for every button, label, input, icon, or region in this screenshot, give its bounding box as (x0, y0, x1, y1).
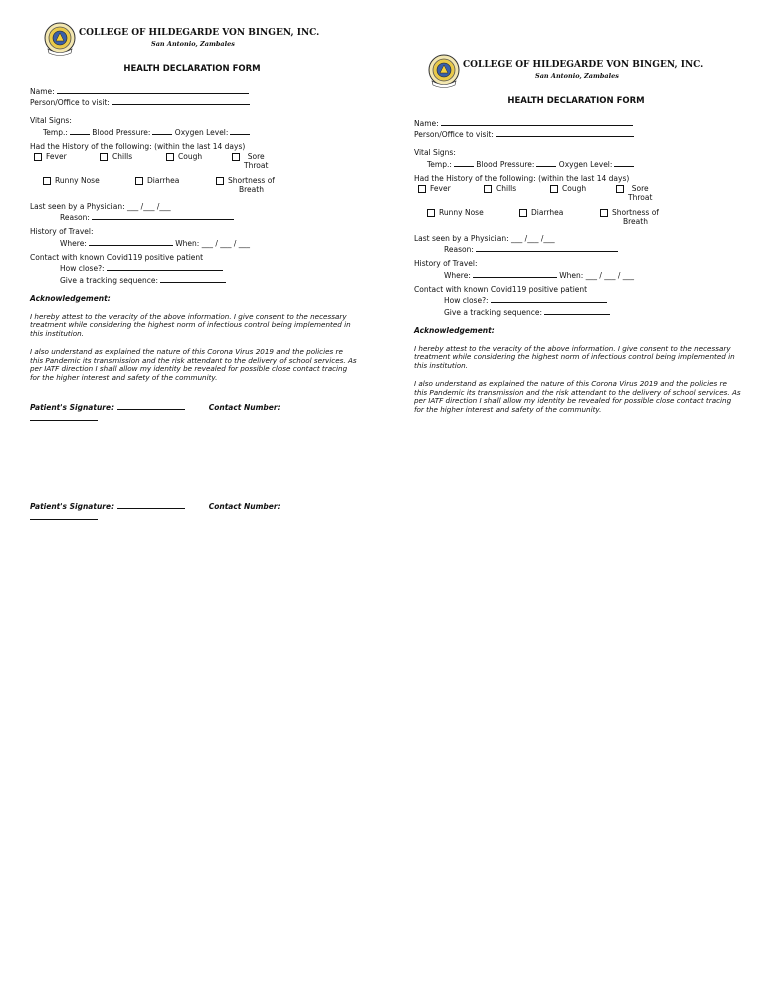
sore-throat-option[interactable]: Sore Throat (616, 184, 652, 203)
temp-blank[interactable] (454, 158, 474, 167)
sore-throat-checkbox[interactable] (616, 185, 624, 193)
college-name: COLLEGE OF HILDEGARDE VON BINGEN, INC. (79, 28, 320, 38)
when-label: When: (175, 238, 200, 248)
when-blank[interactable]: ___ / ___ / ___ (201, 238, 251, 248)
diarrhea-checkbox[interactable] (519, 209, 527, 217)
oxygen-blank[interactable] (614, 158, 634, 167)
diarrhea-option[interactable]: Diarrhea (519, 208, 563, 217)
diarrhea-checkbox[interactable] (135, 177, 143, 185)
physician-label: Last seen by a Physician: (30, 201, 125, 211)
reason-blank[interactable] (92, 211, 234, 220)
oxygen-label: Oxygen Level: (174, 127, 229, 137)
person-blank[interactable] (112, 96, 250, 105)
chills-checkbox[interactable] (484, 185, 492, 193)
where-blank[interactable] (89, 237, 173, 246)
tracking-blank[interactable] (544, 306, 610, 315)
how-close-field[interactable] (414, 294, 744, 305)
shortness-of-breath-option[interactable]: Shortness of Breath (216, 176, 275, 195)
college-seal-icon (44, 22, 76, 56)
chills-option[interactable]: Chills (484, 184, 516, 193)
college-location: San Antonio, Zambales (535, 72, 619, 80)
acknowledgement-title: Acknowledgement: (30, 294, 111, 304)
form-header (30, 22, 360, 60)
physician-field[interactable] (30, 202, 360, 211)
contact-number-label-2: Contact Number: (208, 501, 281, 511)
signature-label-2: Patient's Signature: (30, 501, 115, 511)
where-blank[interactable] (473, 269, 557, 278)
where-label: Where: (60, 238, 87, 248)
reason-label: Reason: (444, 244, 474, 254)
oxygen-blank[interactable] (230, 126, 250, 135)
temp-label: Temp.: (427, 159, 452, 169)
vital-signs-row (414, 158, 744, 169)
reason-field[interactable] (414, 243, 744, 254)
runny-nose-checkbox[interactable] (427, 209, 435, 217)
person-field[interactable] (414, 128, 744, 139)
chills-checkbox[interactable] (100, 153, 108, 161)
shortness-of-breath-option[interactable]: Shortness of Breath (600, 208, 659, 227)
tracking-label: Give a tracking sequence: (444, 307, 543, 317)
person-field[interactable] (30, 96, 360, 107)
name-blank[interactable] (441, 117, 633, 126)
reason-field[interactable] (30, 211, 360, 222)
form-title: HEALTH DECLARATION FORM (123, 64, 261, 74)
how-close-blank[interactable] (491, 294, 607, 303)
how-close-field[interactable] (30, 262, 360, 273)
college-name: COLLEGE OF HILDEGARDE VON BINGEN, INC. (463, 60, 704, 70)
fever-checkbox[interactable] (34, 153, 42, 161)
signature-blank-2[interactable] (117, 500, 185, 509)
reason-label: Reason: (60, 212, 90, 222)
cough-option[interactable]: Cough (550, 184, 586, 193)
runny-nose-option[interactable]: Runny Nose (427, 208, 484, 217)
contact-number-field[interactable] (30, 412, 360, 423)
name-label: Name: (30, 86, 55, 96)
travel-label: History of Travel: (414, 259, 478, 269)
physician-date-blank[interactable]: ___ /___ /___ (127, 201, 171, 211)
consent-paragraph: I hereby attest to the veracity of the above information. I give consent to the necessary treatment while considering the highest norm of infectious control being implemented in this institution. (414, 343, 735, 371)
health-declaration-form-left (30, 22, 360, 522)
chills-option[interactable]: Chills (100, 152, 132, 161)
vital-signs-label: Vital Signs: (414, 148, 456, 158)
contact-number-blank-2[interactable] (30, 511, 98, 520)
contact-number-blank[interactable] (30, 412, 98, 421)
when-blank[interactable]: ___ / ___ / ___ (585, 270, 635, 280)
name-field[interactable] (30, 85, 360, 96)
temp-label: Temp.: (43, 127, 68, 137)
physician-field[interactable] (414, 234, 744, 243)
form-title: HEALTH DECLARATION FORM (507, 96, 645, 106)
where-label: Where: (444, 270, 471, 280)
shortness-of-breath-checkbox[interactable] (600, 209, 608, 217)
contact-number-label: Contact Number: (208, 402, 281, 412)
fever-option[interactable]: Fever (418, 184, 451, 193)
fever-option[interactable]: Fever (34, 152, 67, 161)
how-close-blank[interactable] (107, 262, 223, 271)
understanding-paragraph: I also understand as explained the nature of this Corona Virus 2019 and the policies re this Pandemic its transmission and the risk attendant to the delivery of school services. As per IATF direction I shall allow my identity be revealed for possible close contact tracing for the higher interest and safety of the community. (414, 378, 741, 415)
health-declaration-form-right (414, 54, 744, 415)
reason-blank[interactable] (476, 243, 618, 252)
college-seal-icon (428, 54, 460, 88)
bp-blank[interactable] (536, 158, 556, 167)
travel-row (414, 269, 744, 280)
travel-row (30, 237, 360, 248)
vital-signs-row (30, 126, 360, 137)
history-label: Had the History of the following: (within the last 14 days) (414, 174, 630, 184)
physician-label: Last seen by a Physician: (414, 233, 509, 243)
how-close-label: How close?: (60, 264, 105, 274)
temp-blank[interactable] (70, 126, 90, 135)
bp-label: Blood Pressure: (92, 127, 151, 137)
person-label: Person/Office to visit: (414, 130, 494, 139)
understanding-paragraph: I also understand as explained the nature of this Corona Virus 2019 and the policies re this Pandemic its transmission and the risk attendant to the delivery of school services. As per IATF direction I shall allow my identity be revealed for possible close contact tracing for the higher interest and safety of the community. (30, 346, 357, 383)
college-location: San Antonio, Zambales (151, 40, 235, 48)
symptoms-row-2 (30, 176, 360, 202)
how-close-label: How close?: (444, 296, 489, 306)
acknowledgement-title: Acknowledgement: (414, 326, 495, 336)
tracking-label: Give a tracking sequence: (60, 275, 159, 285)
symptoms-row-1 (30, 152, 360, 176)
tracking-blank[interactable] (160, 274, 226, 283)
runny-nose-option[interactable]: Runny Nose (43, 176, 100, 185)
sore-throat-option[interactable]: Sore Throat (232, 152, 268, 171)
tracking-field[interactable] (30, 274, 360, 285)
person-blank[interactable] (496, 128, 634, 137)
name-label: Name: (414, 118, 439, 128)
history-label: Had the History of the following: (within the last 14 days) (30, 142, 246, 152)
physician-date-blank[interactable]: ___ /___ /___ (511, 233, 555, 243)
bp-label: Blood Pressure: (476, 159, 535, 169)
travel-label: History of Travel: (30, 227, 94, 237)
consent-paragraph: I hereby attest to the veracity of the above information. I give consent to the necessary treatment while considering the highest norm of infectious control being implemented in this institution. (30, 311, 351, 339)
vital-signs-label: Vital Signs: (30, 116, 72, 126)
symptoms-row-1 (414, 184, 744, 208)
contact-number-field-2[interactable] (30, 511, 360, 522)
symptoms-row-2 (414, 208, 744, 234)
oxygen-label: Oxygen Level: (558, 159, 613, 169)
name-field[interactable] (414, 117, 744, 128)
contact-label: Contact with known Covid119 positive patient (414, 285, 588, 294)
cough-option[interactable]: Cough (166, 152, 202, 161)
signature-label: Patient's Signature: (30, 402, 115, 412)
tracking-field[interactable] (414, 306, 744, 317)
cough-checkbox[interactable] (166, 153, 174, 161)
signature-blank[interactable] (117, 401, 185, 410)
signature-row (30, 401, 360, 412)
contact-label: Contact with known Covid119 positive patient (30, 253, 204, 262)
form-header (414, 54, 744, 92)
signature-row-2 (30, 500, 360, 511)
shortness-of-breath-checkbox[interactable] (216, 177, 224, 185)
runny-nose-checkbox[interactable] (43, 177, 51, 185)
name-blank[interactable] (57, 85, 249, 94)
when-label: When: (559, 270, 584, 280)
bp-blank[interactable] (152, 126, 172, 135)
fever-checkbox[interactable] (418, 185, 426, 193)
cough-checkbox[interactable] (550, 185, 558, 193)
sore-throat-checkbox[interactable] (232, 153, 240, 161)
person-label: Person/Office to visit: (30, 98, 110, 107)
diarrhea-option[interactable]: Diarrhea (135, 176, 179, 185)
